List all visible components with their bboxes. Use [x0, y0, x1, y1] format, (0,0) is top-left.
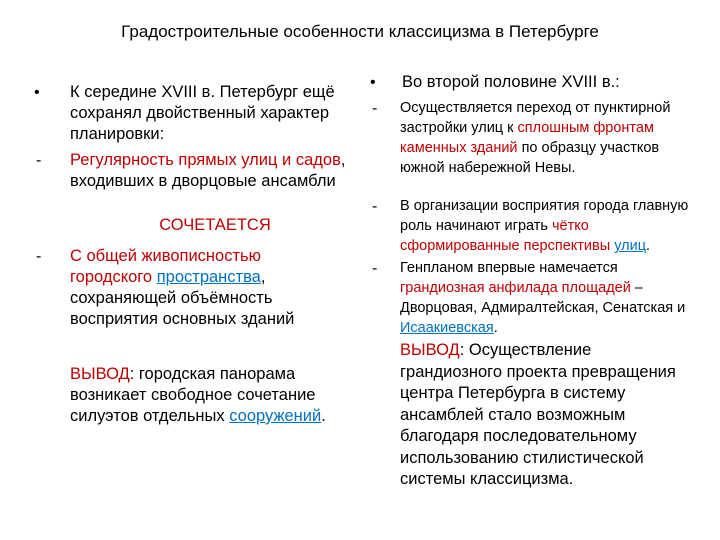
- right-conclusion: [400, 340, 680, 491]
- left-conclusion-label: ВЫВОД: [70, 365, 130, 383]
- left-item-2: [70, 150, 350, 192]
- left-item-2-red: Регулярность прямых улиц и садов: [70, 151, 341, 169]
- left-conclusion: [70, 364, 350, 427]
- right-item-3-text1: В организации восприятия города главную роль начинают играть: [400, 198, 689, 234]
- right-item-2-red: сплошным фронтам каменных зданий: [400, 120, 654, 156]
- right-item-3-red: чётко сформированные перспективы: [400, 218, 611, 254]
- right-bullet-1: •: [370, 74, 376, 91]
- left-conclusion-link[interactable]: сооружений: [229, 407, 322, 425]
- right-item-3-link[interactable]: улиц: [614, 238, 646, 254]
- right-item-4-link[interactable]: Исаакиевская: [400, 320, 494, 336]
- left-dash-2: -: [36, 152, 42, 169]
- left-conclusion-end: .: [321, 407, 326, 425]
- right-item-4-end: .: [493, 320, 498, 336]
- right-item-3-end: .: [646, 238, 651, 254]
- left-conclusion-text: : городская панорама возникает свободное сочетание силуэтов отдельных: [70, 365, 316, 425]
- right-item-4-text1: Генпланом впервые намечается: [400, 260, 618, 276]
- right-item-4: [400, 258, 702, 338]
- left-item-2-center: СОЧЕТАЕТСЯ: [159, 216, 271, 234]
- left-item-3-link[interactable]: пространства: [156, 268, 261, 286]
- right-item-4-text2: – Дворцовая, Адмиралтейская, Сенатская и: [400, 280, 686, 316]
- left-bullet-1: •: [34, 84, 40, 101]
- left-item-2-rest: , входивших в дворцовые ансамбли: [70, 151, 346, 190]
- right-dash-2: -: [372, 100, 378, 117]
- right-dash-4: -: [372, 260, 378, 277]
- right-item-2-text2: по образцу участков южной набережной Невы.: [400, 140, 660, 176]
- page-title: Градостроительные особенности классицизма в Петербурге: [121, 22, 599, 41]
- right-conclusion-label: ВЫВОД: [400, 341, 460, 359]
- right-conclusion-text: : Осуществление грандиозного проекта превращения центра Петербурга в систему ансамблей стало возможным благодаря последовательному использованию стилистической системы классицизма.: [400, 341, 676, 488]
- right-dash-3: -: [372, 198, 378, 215]
- left-item-3-red: С общей живописностью городского: [70, 247, 261, 286]
- left-item-3: [70, 246, 335, 330]
- right-item-2-text1: Осуществляется переход от пунктирной застройки улиц к: [400, 100, 671, 136]
- right-item-2: [400, 98, 702, 178]
- left-item-1: К середине XVIII в. Петербург ещё сохранял двойственный характер планировки:: [70, 83, 335, 143]
- left-item-3-rest: , сохраняющей объёмность восприятия основных зданий: [70, 268, 295, 328]
- right-item-4-red: грандиозная анфилада площадей: [400, 280, 631, 296]
- right-item-1: Во второй половине XVIII в.:: [402, 73, 620, 91]
- left-dash-3: -: [36, 248, 42, 265]
- right-item-3: [400, 196, 702, 256]
